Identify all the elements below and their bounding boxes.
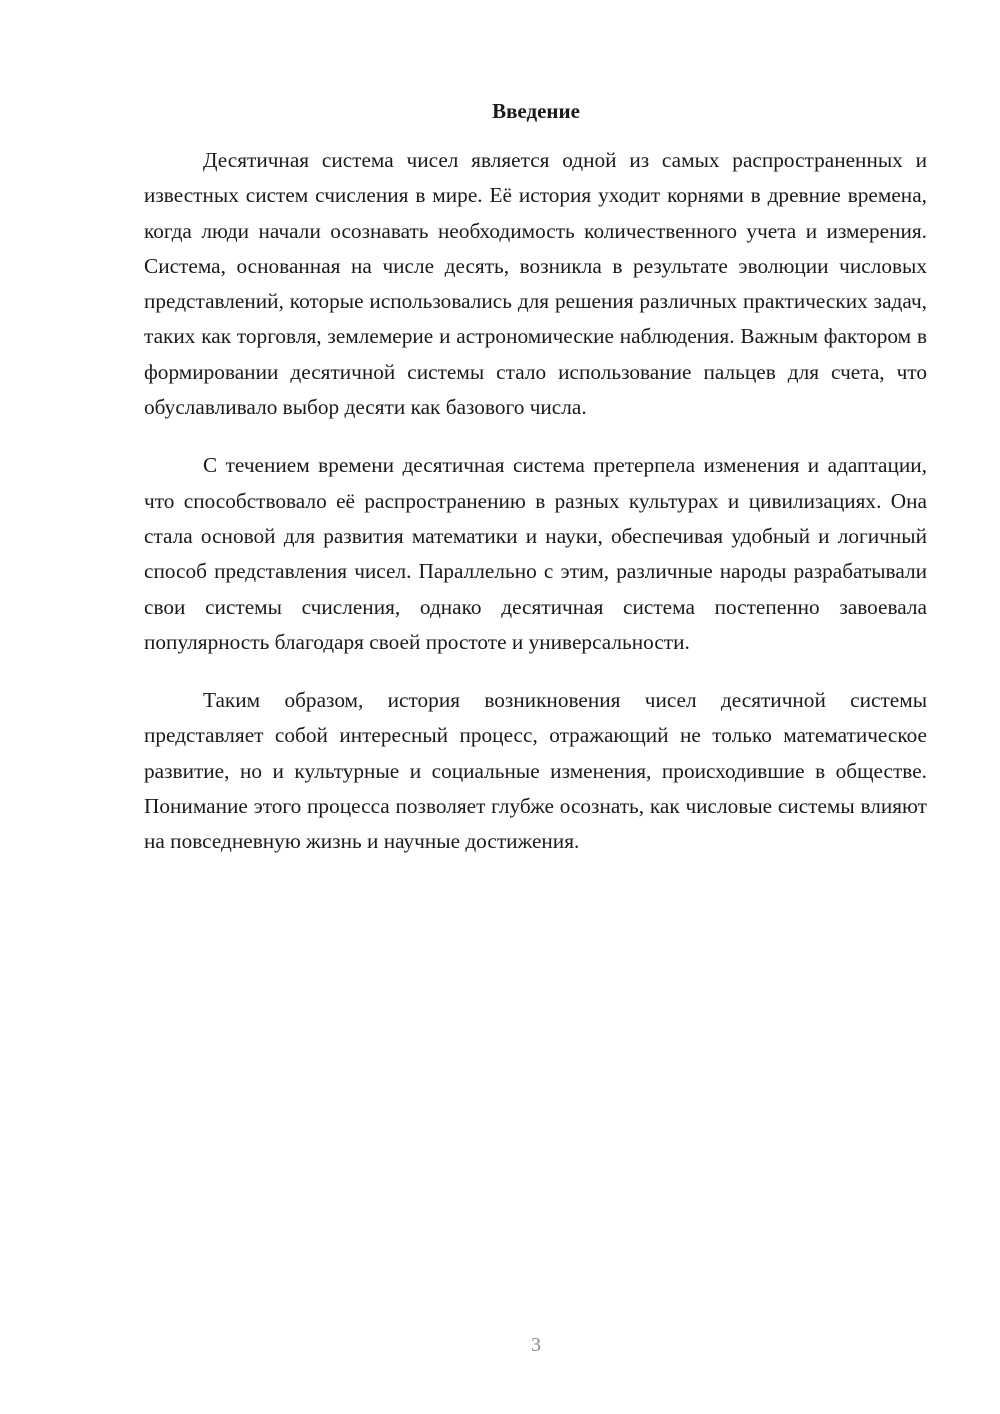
page-title: Введение xyxy=(492,99,580,123)
paragraph-1: Десятичная система чисел является одной из самых распространенных и известных систем счисления в мире. Её история уходит корнями в древние времена, когда люди начали осознавать необходимость количественного учета и измерения. Система, основанная на числе десять, возникла в результате эволюции числовых представлений, которые использовались для решения различных практических задач, таких как торговля, землемерие и астрономические наблюдения. Важным фактором в формировании десятичной системы стало использование пальцев для счета, что обуславливало выбор десяти как базового числа. xyxy=(144,148,927,420)
paragraph-2: С течением времени десятичная система претерпела изменения и адаптации, что способствовало её распространению в разных культурах и цивилизациях. Она стала основой для развития математики и науки, обеспечивая удобный и логичный способ представления чисел. Параллельно с этим, различные народы разрабатывали свои системы счисления, однако десятичная система постепенно завоевала популярность благодаря своей простоте и универсальности. xyxy=(144,453,927,654)
paragraph-3: Таким образом, история возникновения чисел десятичной системы представляет собой интересный процесс, отражающий не только математическое развитие, но и культурные и социальные изменения, происходившие в обществе. Понимание этого процесса позволяет глубже осознать, как числовые системы влияют на повседневную жизнь и научные достижения. xyxy=(144,688,927,854)
body-text xyxy=(144,143,927,883)
page-number: 3 xyxy=(531,1334,541,1356)
